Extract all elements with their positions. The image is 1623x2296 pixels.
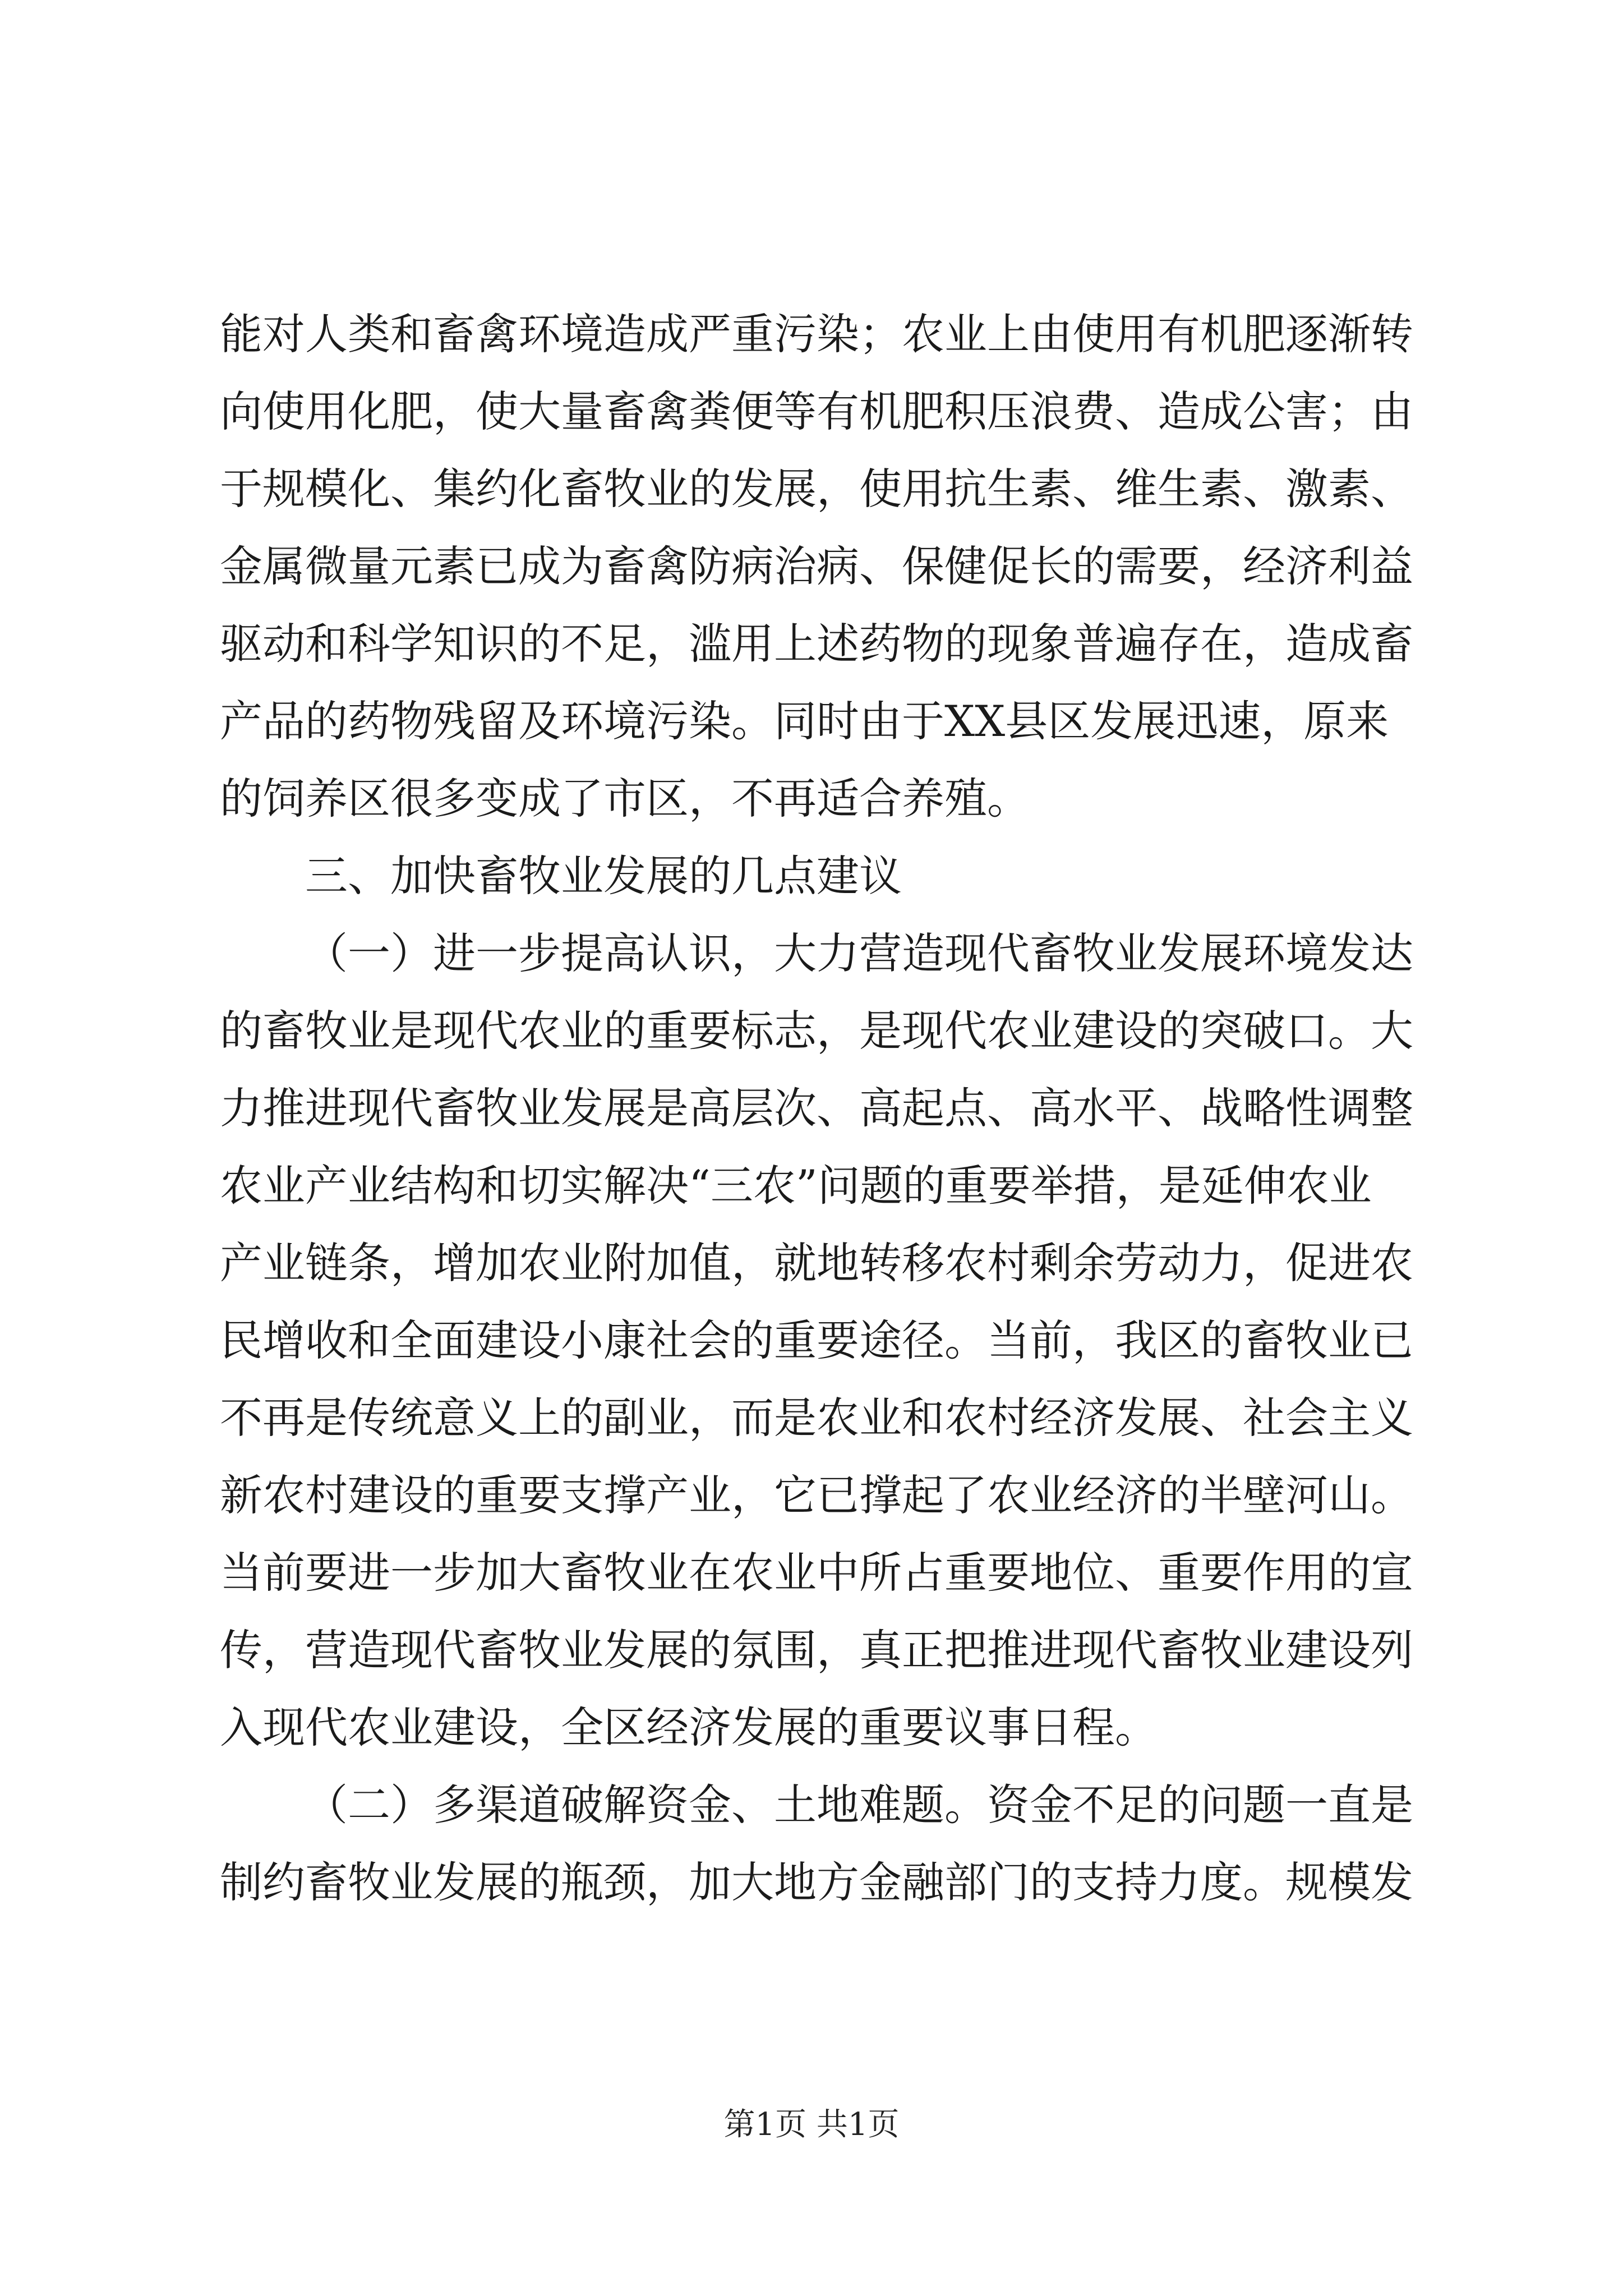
section-heading: 三、加快畜牧业发展的几点建议: [305, 851, 902, 901]
text-line: 能对人类和畜禽环境造成严重污染；农业上由使用有机肥逐渐转: [220, 309, 1413, 359]
text-line: 入现代农业建设，全区经济发展的重要议事日程。: [220, 1703, 1158, 1752]
text-line: 金属微量元素已成为畜禽防病治病、保健促长的需要，经济利益: [220, 541, 1413, 591]
text-line: 制约畜牧业发展的瓶颈，加大地方金融部门的支持力度。规模发: [220, 1857, 1413, 1907]
text-line: 民增收和全面建设小康社会的重要途径。当前，我区的畜牧业已: [220, 1315, 1413, 1365]
page-footer: 第1页 共1页: [723, 2106, 900, 2143]
text-line: 农业产业结构和切实解决“三农”问题的重要举措，是延伸农业: [220, 1161, 1372, 1211]
subsection-heading: （二）多渠道破解资金、土地难题。资金不足的问题一直是: [305, 1780, 1413, 1830]
text-line: 的畜牧业是现代农业的重要标志，是现代农业建设的突破口。大: [220, 1006, 1413, 1056]
text-line: 的饲养区很多变成了市区，不再适合养殖。: [220, 774, 1030, 823]
text-line: 产品的药物残留及环境污染。同时由于XX县区发展迅速，原来: [220, 696, 1389, 746]
text-line: 传，营造现代畜牧业发展的氛围，真正把推进现代畜牧业建设列: [220, 1625, 1413, 1675]
text-line: 力推进现代畜牧业发展是高层次、高起点、高水平、战略性调整: [220, 1083, 1413, 1133]
text-line: 于规模化、集约化畜牧业的发展，使用抗生素、维生素、激素、: [220, 464, 1413, 514]
text-line: 当前要进一步加大畜牧业在农业中所占重要地位、重要作用的宣: [220, 1548, 1413, 1598]
subsection-heading: （一）进一步提高认识，大力营造现代畜牧业发展环境发达: [305, 928, 1413, 978]
text-line: 向使用化肥，使大量畜禽粪便等有机肥积压浪费、造成公害；由: [220, 386, 1413, 436]
text-line: 驱动和科学知识的不足，滥用上述药物的现象普遍存在，造成畜: [220, 619, 1413, 669]
text-line: 不再是传统意义上的副业，而是农业和农村经济发展、社会主义: [220, 1393, 1413, 1443]
text-line: 产业链条，增加农业附加值，就地转移农村剩余劳动力，促进农: [220, 1238, 1413, 1288]
text-line: 新农村建设的重要支撑产业，它已撑起了农业经济的半壁河山。: [220, 1470, 1413, 1520]
